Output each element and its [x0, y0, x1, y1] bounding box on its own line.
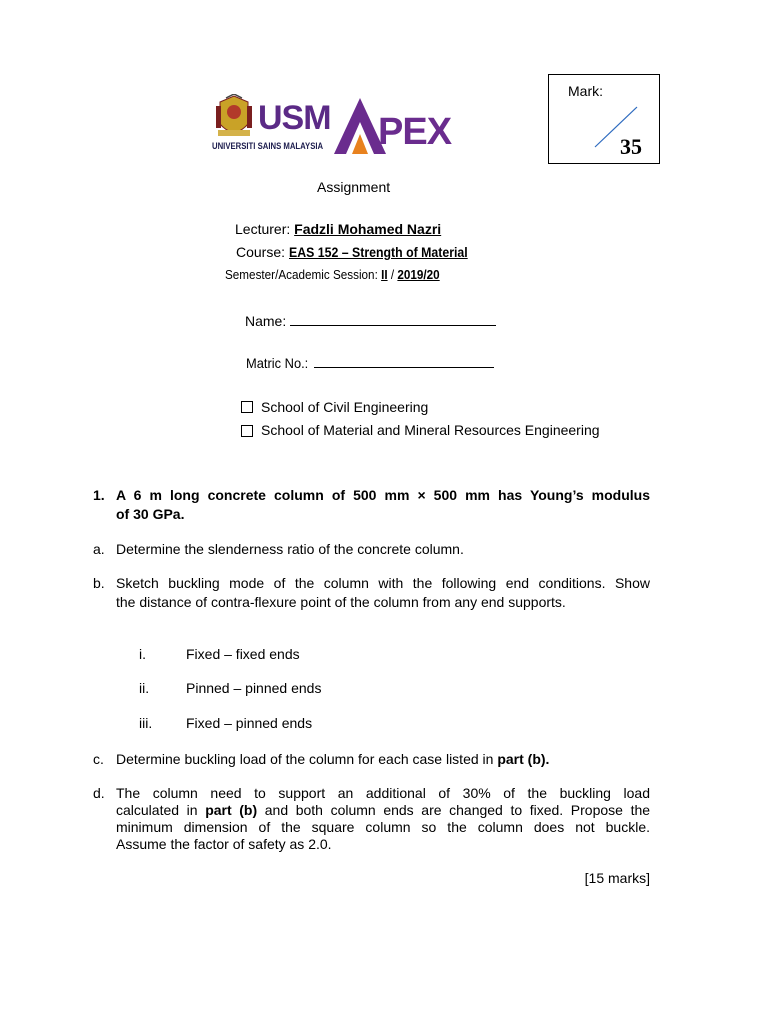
school-material-label: School of Material and Mineral Resources Engineering — [261, 422, 600, 438]
usm-logo — [212, 94, 331, 163]
part-d-line4: Assume the factor of safety as 2.0. — [116, 836, 332, 852]
lecturer-label: Lecturer: — [235, 221, 291, 237]
school-civil-label: School of Civil Engineering — [261, 399, 429, 415]
name-field[interactable] — [290, 312, 496, 326]
part-a-label: a. — [93, 541, 105, 557]
checkbox-material[interactable] — [241, 425, 253, 437]
case-ii-numeral: ii. — [139, 680, 150, 696]
mark-label: Mark: — [568, 83, 603, 99]
session-line — [225, 267, 464, 283]
part-b-line2: the distance of contra-flexure point of the column from any end supports. — [116, 594, 566, 610]
case-ii-text: Pinned – pinned ends — [186, 680, 322, 696]
session-year: 2019/20 — [397, 267, 440, 282]
apex-wordmark: PEX — [378, 111, 452, 153]
matric-field-row — [246, 354, 494, 372]
university-name: UNIVERSITI SAINS MALAYSIA — [212, 141, 324, 151]
part-c-line — [116, 751, 549, 768]
name-label: Name: — [245, 313, 287, 329]
part-d-line2-after: and both column ends are changed to fixed. Propose the — [264, 802, 651, 818]
part-b-line1: Sketch buckling mode of the column with the following end conditions. Show — [116, 575, 650, 591]
session-semester: II — [381, 267, 388, 282]
part-c-bold: part (b). — [497, 751, 550, 767]
doc-title: Assignment — [317, 179, 391, 195]
case-iii-text: Fixed – pinned ends — [186, 715, 313, 731]
part-d-line2-bold: part (b) — [205, 802, 258, 818]
part-d-line1: The column need to support an additional of 30% of the buckling load — [116, 785, 650, 801]
usm-wordmark: USM — [258, 99, 331, 137]
part-a-text: Determine the slenderness ratio of the concrete column. — [116, 541, 464, 557]
part-c-label: c. — [93, 751, 104, 767]
name-field-row — [245, 312, 496, 330]
case-i-text: Fixed – fixed ends — [186, 646, 300, 662]
question-stem-line2: of 30 GPa. — [116, 506, 185, 522]
lecturer-name: Fadzli Mohamed Nazri — [294, 221, 442, 237]
mark-box — [548, 74, 660, 164]
mark-total: 35 — [620, 134, 642, 159]
part-d-line2-before: calculated in — [116, 802, 198, 818]
course-line — [236, 244, 492, 261]
session-label: Semester/Academic Session: — [225, 267, 378, 282]
case-i-numeral: i. — [139, 646, 146, 662]
checkbox-civil[interactable] — [241, 401, 253, 413]
course-value: EAS 152 – Strength of Material — [288, 244, 468, 260]
case-iii-numeral: iii. — [139, 715, 153, 731]
course-label: Course: — [236, 244, 286, 260]
part-c-text: Determine buckling load of the column for each case listed in — [116, 751, 494, 767]
session-separator: / — [390, 267, 395, 282]
lecturer-line — [235, 221, 441, 238]
question-marks: [15 marks] — [584, 870, 650, 886]
matric-field[interactable] — [314, 354, 494, 368]
matric-label: Matric No.: — [246, 355, 309, 371]
part-d-line2 — [116, 802, 650, 819]
part-b-label: b. — [93, 575, 105, 591]
part-d-line3: minimum dimension of the square column so the column does not buckle. — [116, 819, 650, 835]
question-number: 1. — [93, 487, 105, 503]
part-d-label: d. — [93, 785, 105, 801]
question-stem-line1: A 6 m long concrete column of 500 mm × 500 mm has Young’s modulus — [116, 487, 650, 503]
